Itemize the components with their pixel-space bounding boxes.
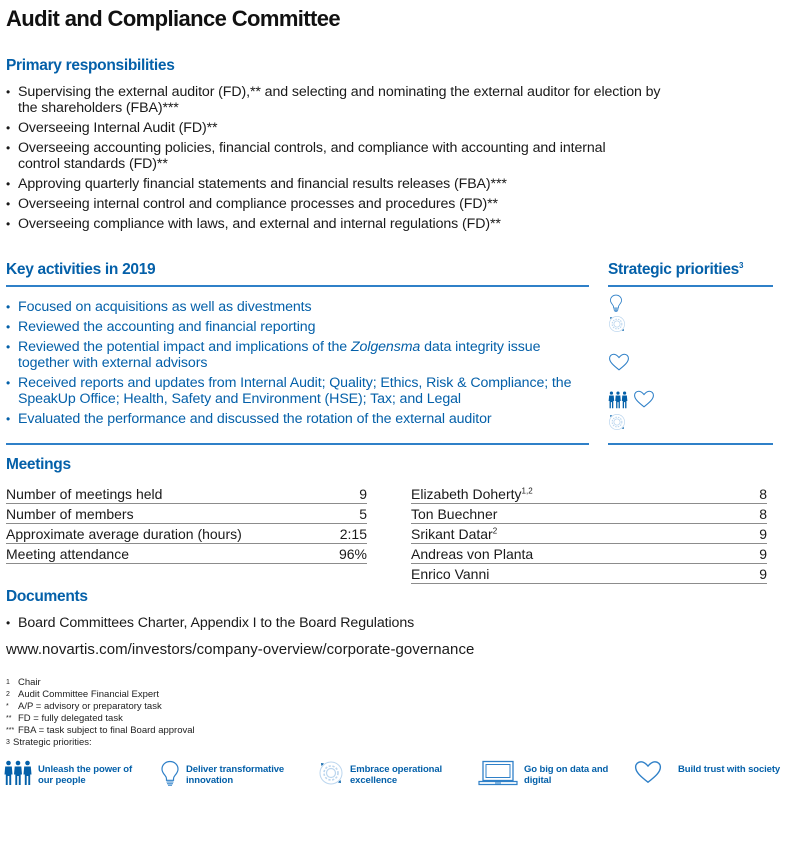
- member-name-text: Enrico Vanni: [411, 566, 490, 582]
- footnote-text: A/P = advisory or preparatory task: [18, 701, 162, 712]
- list-item: [6, 299, 586, 315]
- list-item: • Overseeing internal control and compliance processes and procedures (FD)**: [6, 196, 676, 212]
- list-item[interactable]: • Board Committees Charter, Appendix I to the Board Regulations: [6, 615, 606, 631]
- stat-label: Number of meetings held: [6, 484, 329, 504]
- member-attendance: 9: [746, 544, 767, 564]
- list-item: • Supervising the external auditor (FD),** and selecting and nominating the external auditor for election by the shareholders (FBA)***: [6, 84, 676, 116]
- strategic-priorities-label: Strategic priorities: [608, 261, 739, 278]
- legend-label: Build trust with society: [678, 764, 781, 775]
- innovation-icon: [160, 760, 180, 786]
- activity-text: Received reports and updates from Internal Audit; Quality; Ethics, Risk & Compliance; the SpeakUp Office; Health, Safety and Environment (HSE); Tax; and Legal: [18, 375, 572, 407]
- footnote: [6, 725, 195, 737]
- list-item: [6, 375, 586, 407]
- member-name: [411, 504, 746, 524]
- footnote-text: Audit Committee Financial Expert: [18, 689, 159, 700]
- legend-label: Go big on data and digital: [524, 764, 609, 786]
- meetings-heading: Meetings: [6, 456, 71, 473]
- member-attendance: 8: [746, 504, 767, 524]
- governance-url-link[interactable]: www.novartis.com/investors/company-overview/corporate-governance: [6, 641, 475, 658]
- footnote: [6, 677, 41, 689]
- stat-value: 9: [329, 484, 367, 504]
- member-attendance: 9: [746, 564, 767, 584]
- product-name: Zolgensma: [350, 339, 421, 355]
- strategic-priorities-heading: [608, 261, 743, 279]
- key-activities-top-rule: [6, 285, 589, 287]
- operational-excellence-icon: [608, 413, 626, 431]
- list-item: [6, 339, 586, 371]
- stat-value: 96%: [329, 544, 367, 564]
- people-icon: [608, 391, 628, 409]
- operational-excellence-icon: [608, 315, 626, 333]
- member-attendance: 8: [746, 484, 767, 504]
- footnote-text: Strategic priorities:: [13, 737, 92, 748]
- member-name-text: Ton Buechner: [411, 506, 498, 522]
- list-item: [6, 319, 586, 335]
- table-row: [6, 544, 367, 564]
- footnote-mark: 3: [6, 739, 10, 746]
- legend-trust: [634, 760, 791, 784]
- stat-label: Meeting attendance: [6, 544, 329, 564]
- legend-operational-excellence: [318, 760, 450, 786]
- member-name: [411, 564, 746, 584]
- activity-text: data integrity issue together with external advisors: [18, 339, 541, 371]
- footnote: [6, 713, 123, 725]
- trust-icon: [633, 390, 655, 408]
- activity-text: Evaluated the performance and discussed the rotation of the external auditor: [18, 411, 492, 427]
- people-icon: [4, 760, 32, 786]
- key-activities-heading: Key activities in 2019: [6, 261, 156, 278]
- key-activities-bottom-rule: [6, 443, 589, 445]
- trust-icon: [608, 353, 630, 371]
- stat-label: Approximate average duration (hours): [6, 524, 329, 544]
- activity-text: Reviewed the accounting and financial reporting: [18, 319, 316, 335]
- strategic-top-rule: [608, 285, 773, 287]
- table-row: [411, 484, 767, 504]
- list-item: • Approving quarterly financial statements and financial results releases (FBA)***: [6, 176, 676, 192]
- footnote-text: Chair: [18, 677, 41, 688]
- list-item: • Overseeing Internal Audit (FD)**: [6, 120, 676, 136]
- legend-label: Unleash the power of our people: [38, 764, 133, 786]
- table-row: [411, 524, 767, 544]
- footnote-mark: **: [6, 715, 12, 722]
- primary-responsibilities-heading: Primary responsibilities: [6, 57, 175, 74]
- member-name: [411, 524, 746, 544]
- legend-people: [4, 760, 148, 786]
- footnote-ref: 1,2: [521, 486, 533, 496]
- legend-innovation: [160, 760, 296, 786]
- list-item: • Overseeing accounting policies, financial controls, and compliance with accounting and internal control standards (FD)**: [6, 140, 608, 172]
- documents-heading: Documents: [6, 588, 88, 605]
- member-attendance: 9: [746, 524, 767, 544]
- table-row: [411, 544, 767, 564]
- legend-label: Deliver transformative innovation: [186, 764, 285, 786]
- activity-text: Reviewed the potential impact and implications of the: [18, 339, 351, 355]
- table-row: [6, 524, 367, 544]
- footnote: [6, 689, 159, 701]
- stat-value: 2:15: [329, 524, 367, 544]
- page-title: Audit and Compliance Committee: [6, 6, 341, 31]
- primary-responsibilities-list: [6, 84, 676, 236]
- data-digital-icon: [478, 760, 518, 786]
- footnote: [6, 701, 162, 713]
- member-name: [411, 544, 746, 564]
- stat-label: Number of members: [6, 504, 329, 524]
- trust-icon: [634, 760, 662, 784]
- footnote-ref: 2: [492, 526, 498, 536]
- key-activities-list: [6, 299, 586, 431]
- table-row: [6, 504, 367, 524]
- member-name-text: Srikant Datar: [411, 526, 493, 542]
- member-name-text: Elizabeth Doherty: [411, 486, 522, 502]
- stat-value: 5: [329, 504, 367, 524]
- legend-data-digital: [478, 760, 614, 786]
- footnote: [6, 737, 92, 749]
- table-row: [6, 484, 367, 504]
- documents-list: [6, 615, 606, 635]
- meeting-stats-table: [6, 484, 367, 564]
- member-name-text: Andreas von Planta: [411, 546, 534, 562]
- legend-label: Embrace operational excellence: [350, 764, 443, 786]
- footnote-mark: ***: [6, 727, 15, 734]
- list-item: • Overseeing compliance with laws, and external and internal regulations (FD)**: [6, 216, 676, 232]
- list-item: [6, 411, 586, 427]
- activity-text: Focused on acquisitions as well as divestments: [18, 299, 312, 315]
- operational-excellence-icon: [318, 760, 344, 786]
- footnote-text: FBA = task subject to final Board approval: [18, 725, 195, 736]
- footnote-mark: 2: [6, 691, 10, 698]
- footnote-text: FD = fully delegated task: [18, 713, 123, 724]
- table-row: [411, 504, 767, 524]
- member-name: [411, 484, 746, 504]
- innovation-icon: [609, 294, 623, 312]
- footnote-mark: *: [6, 703, 9, 710]
- table-row: [411, 564, 767, 584]
- member-attendance-table: [411, 484, 767, 584]
- footnote-mark: 1: [6, 679, 10, 686]
- footnote-ref: 3: [738, 260, 744, 270]
- strategic-bottom-rule: [608, 443, 773, 445]
